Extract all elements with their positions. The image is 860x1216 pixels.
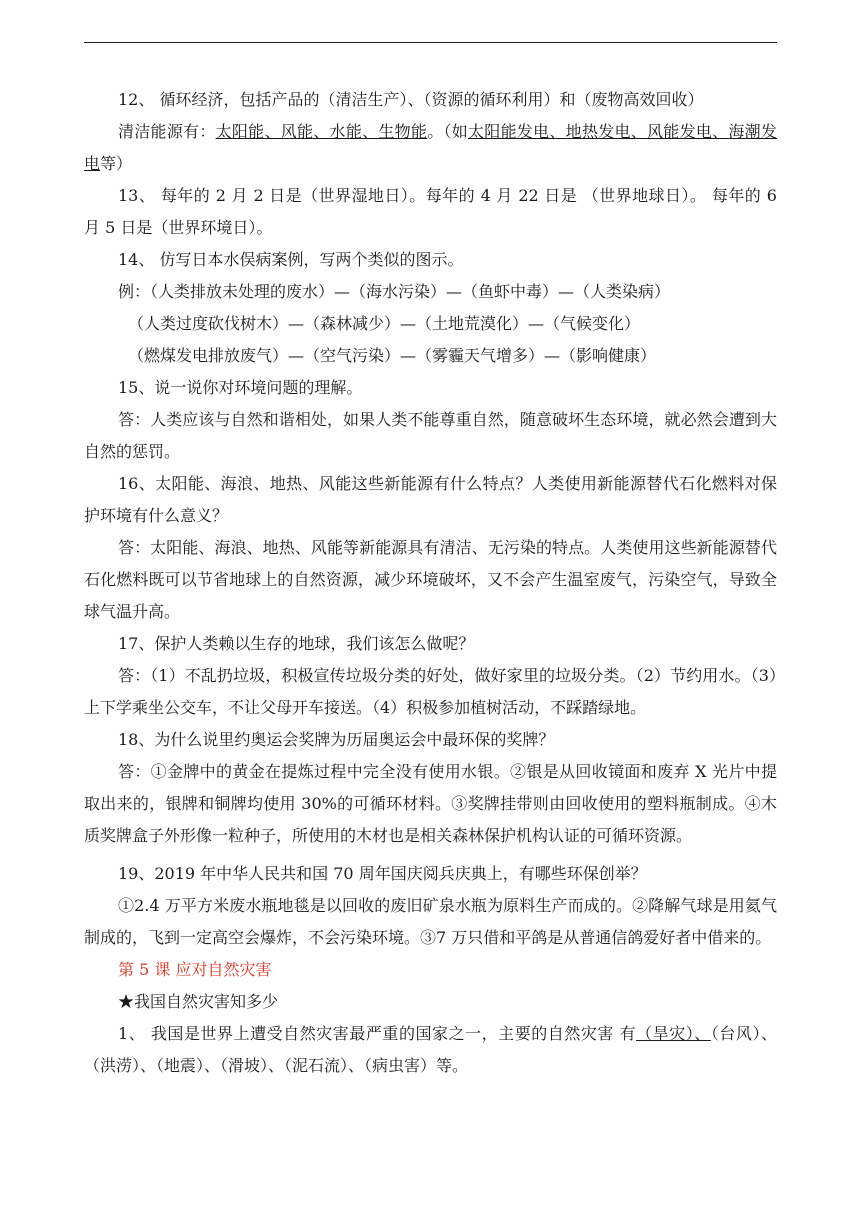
- item-19-answer: ①2.4 万平方米废水瓶地毯是以回收的废旧矿泉水瓶为原料生产而成的。②降解气球是用氦气制成的，飞到一定高空会爆炸，不会污染环境。③7 万只借和平鸽是从普通信鸽爱好者中借来的。: [84, 896, 777, 947]
- clean-energy-suffix: 等）: [100, 154, 133, 173]
- lesson-title: 第 5 课 应对自然灾害: [118, 960, 272, 979]
- item-19: 19、2019 年中华人民共和国 70 周年国庆阅兵庆典上，有哪些环保创举？: [118, 864, 647, 883]
- item-13: 13、 每年的 2 月 2 日是（世界湿地日）。每年的 4 月 22 日是 （世界地球日）。 每年的 6 月 5 日是（世界环境日）。: [84, 186, 777, 237]
- clean-energy-examples: 太阳能发电、地热发电、风能发电、: [468, 122, 729, 141]
- clean-energy-prefix: 清洁能源有：: [118, 122, 216, 141]
- item-1-prefix: 1、 我国是世界上遭受自然灾害最严重的国家之一，主要的自然灾害 有: [118, 1024, 637, 1043]
- item-14-line2: （人类过度砍伐树木）—（森林减少）—（土地荒漠化）—（气候变化）: [128, 314, 641, 333]
- clean-energy-list: 太阳能、风能、水能、生物能: [215, 122, 428, 141]
- clean-energy-examples-2: 海潮发电: [84, 122, 777, 173]
- section-title: ★我国自然灾害知多少: [118, 992, 279, 1011]
- clean-energy-mid: 。（如: [427, 122, 469, 141]
- item-18: 18、为什么说里约奥运会奖牌为历届奥运会中最环保的奖牌？: [118, 730, 555, 749]
- item-18-answer: 答：①金牌中的黄金在提炼过程中完全没有使用水银。②银是从回收镜面和废弃 X 光片中提取出来的，银牌和铜牌均使用 30%的可循环材料。③奖牌挂带则由回收使用的塑料瓶制成。④木质奖牌盒子外形像一粒种子，所使用的木材也是相关森林保护机构认证的可循环资源。: [84, 762, 777, 845]
- item-15-answer: 答：人类应该与自然和谐相处，如果人类不能尊重自然，随意破坏生态环境，就必然会遭到大自然的惩罚。: [84, 410, 777, 461]
- document-body: [84, 84, 777, 1082]
- item-17-answer: 答：（1）不乱扔垃圾，积极宣传垃圾分类的好处，做好家里的垃圾分类。（2）节约用水。（3）上下学乘坐公交车，不让父母开车接送。（4）积极参加植树活动，不踩踏绿地。: [84, 666, 777, 717]
- item-1: [84, 1018, 777, 1082]
- item-14: 14、 仿写日本水俣病案例，写两个类似的图示。: [118, 250, 464, 269]
- item-17: 17、保护人类赖以生存的地球，我们该怎么做呢？: [118, 634, 475, 653]
- item-16-answer: 答：太阳能、海浪、地热、风能等新能源具有清洁、无污染的特点。人类使用这些新能源替代石化燃料既可以节省地球上的自然资源，减少环境破坏，又不会产生温室废气，污染空气，导致全球气温升高。: [84, 538, 777, 621]
- item-1-suffix: （台风）、（洪涝）、（地震）、（滑坡）、（泥石流）、（病虫害）等。: [84, 1024, 777, 1075]
- item-12: 12、 循环经济，包括产品的（清洁生产）、（资源的循环利用）和（废物高效回收）: [118, 90, 704, 109]
- item-14-line3: （燃煤发电排放废气）—（空气污染）—（雾霾天气增多）—（影响健康）: [128, 346, 657, 365]
- header-rule: [84, 42, 777, 43]
- item-14-example: 例：（人类排放未处理的废水）—（海水污染）—（鱼虾中毒）—（人类染病）: [118, 282, 671, 301]
- clean-energy-line: [84, 116, 777, 180]
- item-1-underlined: （旱灾）、: [636, 1024, 711, 1043]
- item-15: 15、说一说你对环境问题的理解。: [118, 378, 363, 397]
- item-16: 16、太阳能、海浪、地热、风能这些新能源有什么特点？人类使用新能源替代石化燃料对保护环境有什么意义？: [84, 474, 777, 525]
